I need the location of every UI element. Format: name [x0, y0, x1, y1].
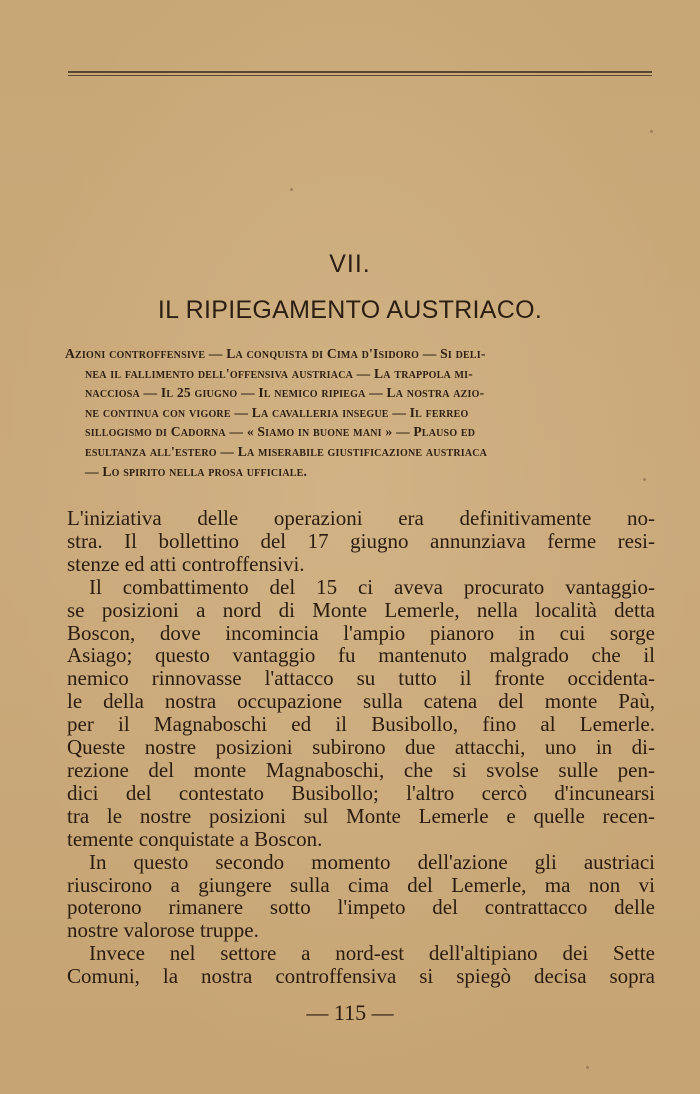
summary-line: nea il fallimento dell'offensiva austriaca — La trappola mi-	[85, 365, 473, 381]
text-line: tra le nostre posizioni sul Monte Lemerle e quelle recen-	[67, 803, 655, 828]
text-line: temente conquistate a Boscon.	[67, 826, 323, 851]
paper-speck	[586, 1066, 589, 1069]
chapter-number: VII.	[329, 250, 371, 278]
summary-line: — Lo spirito nella prosa ufficiale.	[85, 463, 308, 479]
text-line: stenze ed atti controffensivi.	[67, 551, 305, 576]
summary-line: sillogismo di Cadorna — « Siamo in buone mani » — Plauso ed	[85, 424, 476, 440]
header-rule	[68, 71, 652, 76]
text-line: Boscon, dove incomincia l'ampio pianoro in cui sorge	[67, 620, 655, 645]
text-line: In questo secondo momento dell'azione gli austriaci	[89, 849, 655, 874]
text-line: Asiago; questo vantaggio fu mantenuto malgrado che il	[67, 643, 655, 668]
chapter-summary	[63, 344, 653, 481]
summary-line: nacciosa — Il 25 giugno — Il nemico ripiega — La nostra azio-	[85, 385, 485, 401]
text-line: Il combattimento del 15 ci aveva procurato vantaggio-	[89, 574, 655, 599]
text-line: poterono rimanere sotto l'impeto del contrattacco delle	[67, 895, 655, 920]
text-line: per il Magnaboschi ed il Busibollo, fino al Lemerle.	[67, 712, 655, 737]
chapter-title: IL RIPIEGAMENTO AUSTRIACO.	[157, 296, 543, 324]
body-text	[67, 507, 655, 988]
paper-speck	[650, 130, 653, 133]
text-line: dici del contestato Busibollo; l'altro cercò d'incunearsi	[67, 780, 655, 805]
summary-line: Azioni controffensive — La conquista di Cima d'Isidoro — Si deli-	[65, 346, 486, 361]
paper-speck	[643, 478, 646, 481]
text-line: Invece nel settore a nord-est dell'altipiano dei Sette	[89, 941, 655, 966]
text-line: riuscirono a giungere sulla cima del Lemerle, ma non vi	[67, 872, 655, 897]
text-line: nostre valorose truppe.	[67, 918, 259, 943]
text-line: Queste nostre posizioni subirono due attacchi, uno in di-	[67, 735, 655, 760]
text-line: rezione del monte Magnaboschi, che si svolse sulle pen-	[67, 757, 655, 782]
text-line: stra. Il bollettino del 17 giugno annunziava ferme resi-	[67, 528, 655, 553]
text-line: le della nostra occupazione sulla catena del monte Paù,	[67, 689, 655, 714]
paper-speck	[290, 188, 293, 191]
summary-line: ne continua con vigore — La cavalleria insegue — Il ferreo	[85, 404, 469, 420]
text-line: se posizioni a nord di Monte Lemerle, nella località detta	[67, 597, 655, 622]
text-line: nemico rinnovasse l'attacco su tutto il fronte occidenta-	[67, 666, 655, 691]
text-line: L'iniziativa delle operazioni era definitivamente no-	[67, 506, 655, 530]
text-line: Comuni, la nostra controffensiva si spiegò decisa sopra	[67, 964, 655, 989]
page-number: — 115 —	[306, 1000, 394, 1025]
summary-line: esultanza all'estero — La miserabile giustificazione austriaca	[85, 443, 488, 459]
